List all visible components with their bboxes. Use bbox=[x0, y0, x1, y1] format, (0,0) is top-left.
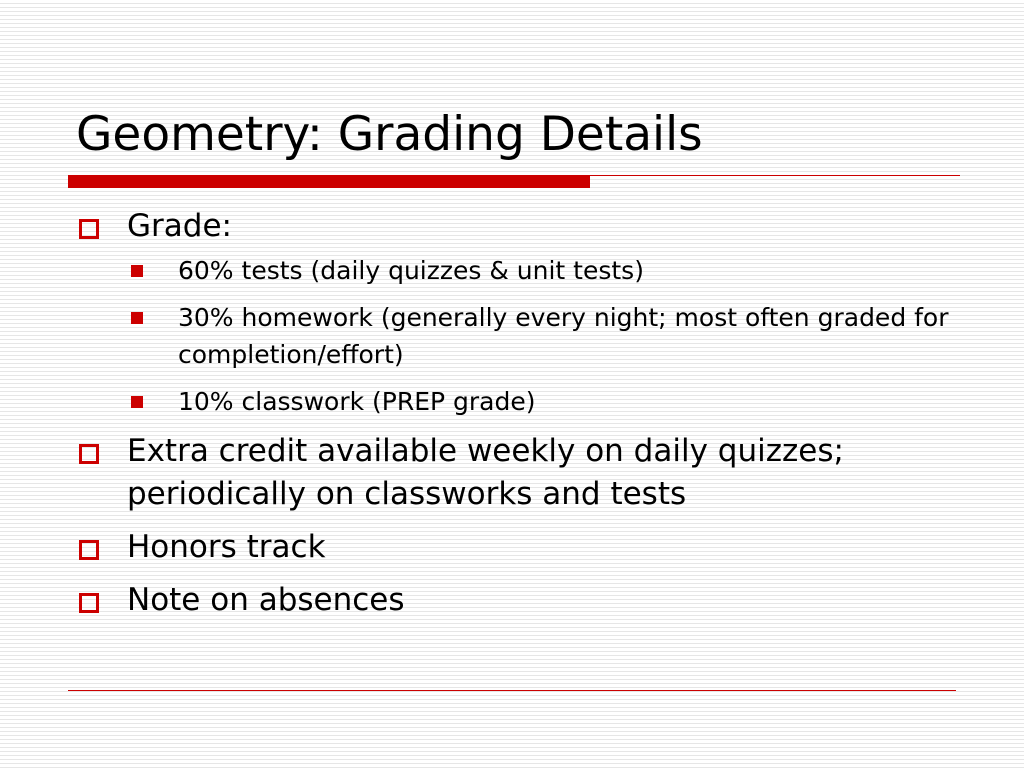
hollow-square-bullet-icon bbox=[79, 593, 99, 613]
bullet-list bbox=[76, 205, 956, 632]
slide-title: Geometry: Grading Details bbox=[76, 107, 703, 162]
title-underline-thin bbox=[590, 175, 960, 176]
bullet-text: Extra credit available weekly on daily quizzes; periodically on classworks and tests bbox=[127, 433, 844, 512]
hollow-square-bullet-icon bbox=[79, 540, 99, 560]
filled-square-bullet-icon bbox=[131, 312, 143, 324]
sub-bullet-list bbox=[127, 252, 956, 420]
hollow-square-bullet-icon bbox=[79, 219, 99, 239]
bullet-item-extra-credit bbox=[76, 430, 956, 516]
sub-bullet-text: 30% homework (generally every night; most often graded for completion/effort) bbox=[178, 303, 949, 369]
bullet-item-absences bbox=[76, 579, 956, 622]
sub-bullet-text: 10% classwork (PREP grade) bbox=[178, 387, 536, 416]
filled-square-bullet-icon bbox=[131, 396, 143, 408]
hollow-square-bullet-icon bbox=[79, 444, 99, 464]
bullet-text: Grade: bbox=[127, 208, 232, 244]
filled-square-bullet-icon bbox=[131, 265, 143, 277]
title-underline-thick bbox=[68, 175, 590, 188]
sub-bullet-item-homework bbox=[127, 299, 956, 373]
bullet-text: Note on absences bbox=[127, 582, 405, 618]
sub-bullet-item-tests bbox=[127, 252, 956, 289]
sub-bullet-item-classwork bbox=[127, 383, 956, 420]
footer-rule bbox=[68, 690, 956, 691]
bullet-item-grade bbox=[76, 205, 956, 420]
sub-bullet-text: 60% tests (daily quizzes & unit tests) bbox=[178, 256, 644, 285]
bullet-text: Honors track bbox=[127, 529, 326, 565]
bullet-item-honors-track bbox=[76, 526, 956, 569]
